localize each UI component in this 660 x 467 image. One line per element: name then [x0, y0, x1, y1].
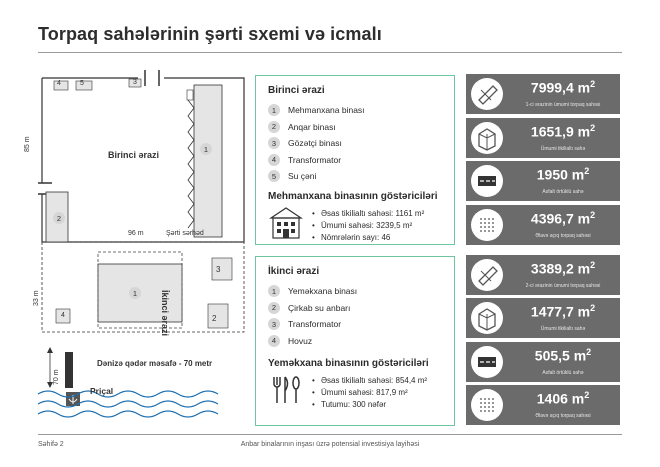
stat-zone2-total-land: 3389,2 $m^2$ 2-ci ərazinin ümumi torpaq sahəsi: [466, 255, 620, 295]
sea-distance-label: Dənizə qədər məsafə - 70 metr: [97, 359, 213, 368]
road-icon: [471, 165, 503, 197]
zone2-panel: [255, 256, 455, 426]
zone2-label: İkinci ərazi: [160, 290, 170, 337]
list-item: • Əsas tikilialtı sahəsi: 1161 m²: [312, 208, 424, 220]
list-item: 2 Anqar binası: [268, 119, 454, 136]
panel1-list: [256, 102, 454, 185]
list-item: 1 Mehmanxana binası: [268, 102, 454, 119]
list-item: • Ümumi sahəsi: 3239,5 m²: [312, 220, 424, 232]
dotted-land-icon: [471, 389, 503, 421]
land-plot-icon: [471, 78, 503, 110]
pier-label: Priçal: [90, 386, 114, 396]
panel2-subtitle: Yeməkxana binasının göstəriciləri: [268, 358, 429, 369]
list-item: 3 Gözətçi binası: [268, 135, 454, 152]
marker-1-dining: 1: [129, 287, 141, 299]
stat-zone1-total-land: 7999,4 $m^2$ 1-ci ərazinin ümumi torpaq sahəsi: [466, 74, 620, 114]
land-plot-icon: [471, 259, 503, 291]
border-label: Şərti sərhəd: [166, 230, 204, 237]
pier-post: [65, 352, 73, 388]
stat-zone1-open-land: 4396,7 $m^2$ Əlavə açıq torpaq sahəsi: [466, 205, 620, 245]
stat-zone2-open-land: 1406 $m^2$ Əlavə açıq torpaq sahəsi: [466, 385, 620, 425]
dotted-land-icon: [471, 209, 503, 241]
sea-waves: [38, 391, 218, 397]
list-item: 2 Çirkab su anbarı: [268, 300, 454, 317]
building-icon: [471, 302, 503, 334]
marker-4-zone2: 4: [61, 312, 65, 319]
dim-70m: 70 m: [53, 369, 60, 385]
dim-33m: 33 m: [33, 290, 40, 306]
marker-1-hotel: 1: [200, 143, 212, 155]
list-item: 1 Yeməkxana binası: [268, 283, 454, 300]
list-item: 4 Transformator: [268, 152, 454, 169]
panel1-subtitle: Mehmanxana binasının göstəriciləri: [268, 190, 438, 202]
hotel-building: [194, 85, 222, 237]
stat-zone1-asphalt: 1950 $m^2$ Asfalt örtüklü sahə: [466, 161, 620, 201]
panel1-bullets: [312, 208, 424, 244]
list-item: • Nömrələrin sayı: 46: [312, 232, 424, 244]
list-item: 4 Hovuz: [268, 333, 454, 350]
stat-zone2-built-area: 1477,7 $m^2$ Ümumi tikilialtı sahə: [466, 298, 620, 338]
list-item: • Tutumu: 300 nəfər: [312, 399, 427, 411]
marker-3-zone2: 3: [216, 265, 221, 274]
marker-2-zone2: 2: [212, 314, 217, 323]
list-item: • Əsas tikilialtı sahəsi: 854,4 m²: [312, 375, 427, 387]
marker-5-top: 5: [80, 80, 84, 87]
panel2-bullets: [312, 375, 427, 411]
dim-85m: 85 m: [24, 136, 31, 152]
page-number: Səhifə 2: [38, 441, 64, 448]
road-icon: [471, 346, 503, 378]
page-title: Torpaq sahələrinin şərti sxemi və icmalı: [38, 24, 382, 44]
zone1-panel: [255, 75, 455, 245]
building-icon: [471, 122, 503, 154]
stat-zone2-asphalt: 505,5 $m^2$ Asfalt örtüklü sahə: [466, 342, 620, 382]
hotel-icon: [268, 206, 304, 240]
list-item: 5 Su çəni: [268, 168, 454, 185]
zone1-label: Birinci ərazi: [108, 150, 160, 160]
footer-caption: Anbar binalarının inşası üzrə potensial investisiya layihəsi: [240, 441, 420, 448]
stat-zone1-built-area: 1651,9 $m^2$ Ümumi tikilialtı sahə: [466, 118, 620, 158]
marker-3-top: 3: [133, 79, 137, 86]
panel2-title: İkinci ərazi: [268, 266, 320, 277]
panel2-list: [256, 283, 454, 349]
panel1-title: Birinci ərazi: [268, 85, 325, 96]
dim-96m: 96 m: [128, 230, 144, 237]
marker-4-top: 4: [57, 80, 61, 87]
marker-2-hangar: 2: [53, 212, 65, 224]
list-item: 3 Transformator: [268, 316, 454, 333]
title-divider: [38, 52, 622, 53]
list-item: • Ümumi sahəsi: 817,9 m²: [312, 387, 427, 399]
footer-divider: [38, 434, 622, 435]
cutlery-icon: [268, 373, 304, 407]
